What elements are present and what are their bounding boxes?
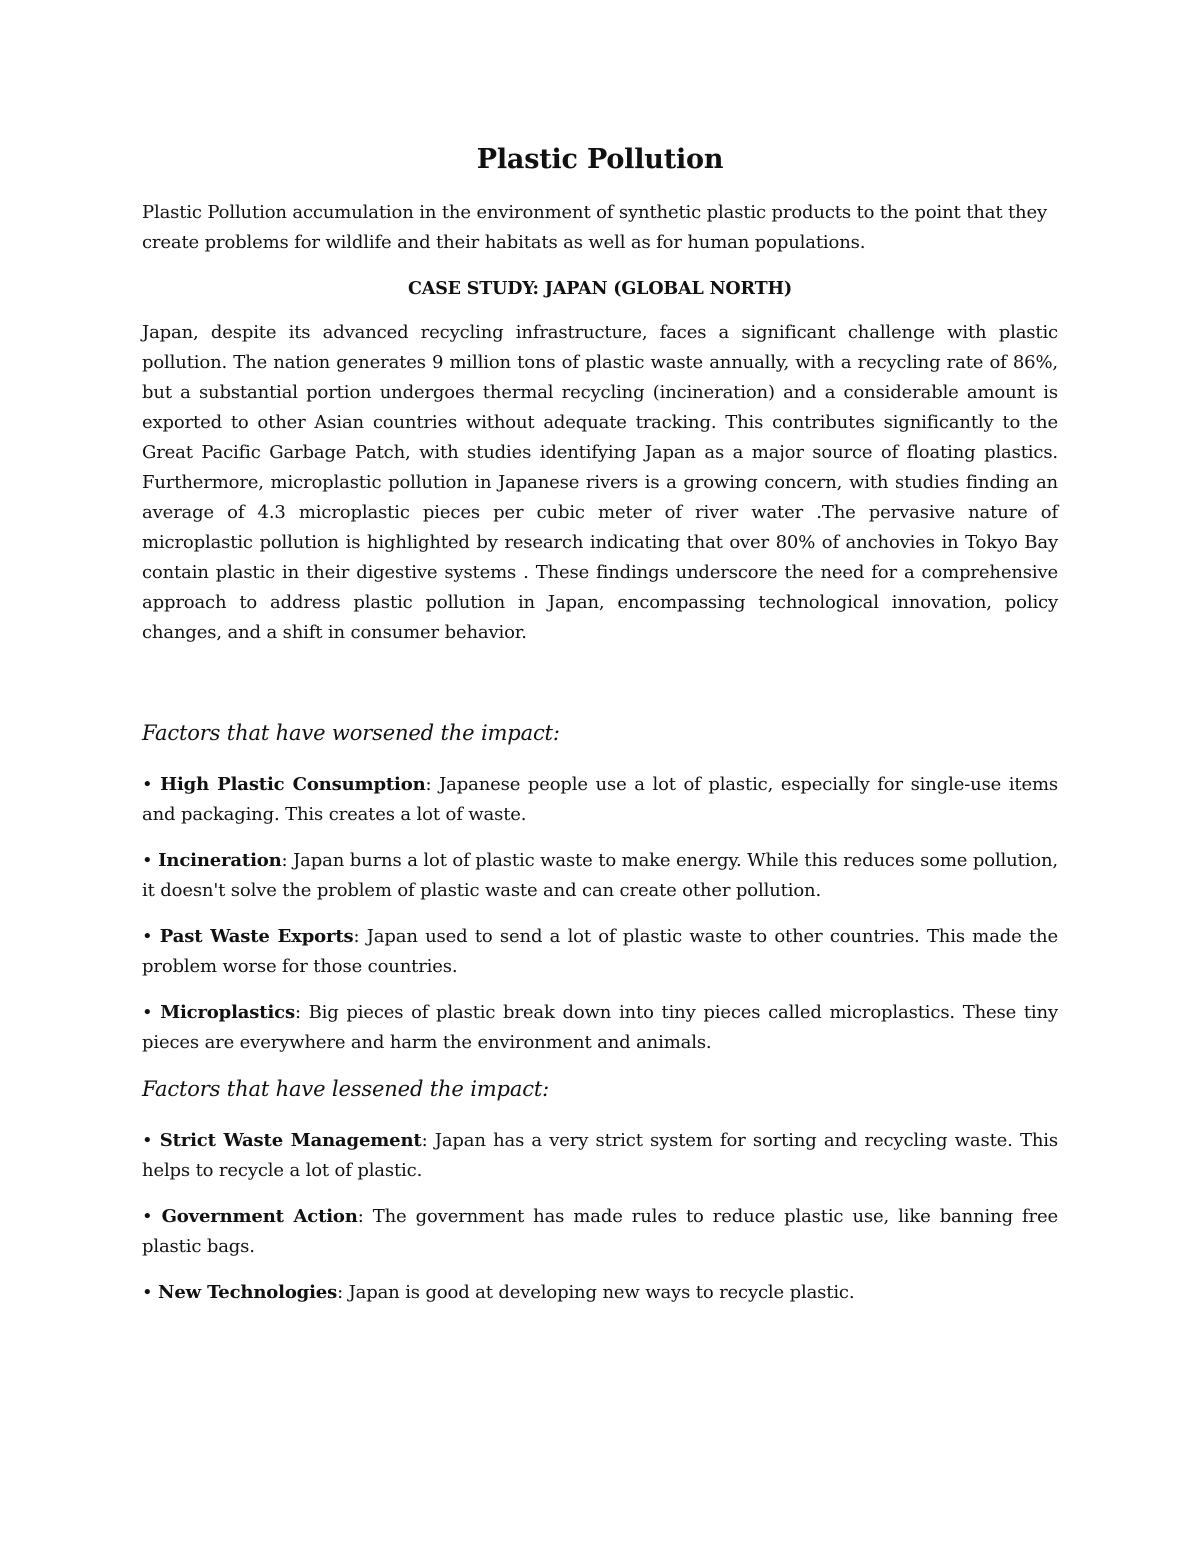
bullet-icon: • (142, 850, 153, 871)
factor-term: Microplastics (160, 1002, 295, 1023)
factor-text: : Japan has a very strict system for sorting and recycling waste. This helps to recycle a lot of plastic. (142, 1130, 1058, 1181)
factor-term: Past Waste Exports (159, 926, 354, 947)
bullet-icon: • (142, 774, 153, 795)
factor-term: Government Action (161, 1206, 358, 1227)
page-title: Plastic Pollution (476, 144, 724, 175)
lessened-item-strict-waste-management (142, 1126, 1058, 1186)
factor-text: : Japan is good at developing new ways to recycle plastic. (337, 1282, 855, 1303)
intro-paragraph: Plastic Pollution accumulation in the environment of synthetic plastic products to the point that they create problems for wildlife and their habitats as well as for human populations. (142, 202, 1048, 253)
case-study-heading: CASE STUDY: JAPAN (GLOBAL NORTH) (407, 279, 793, 299)
worsened-item-microplastics (142, 998, 1058, 1058)
factor-term: Incineration (158, 850, 282, 871)
factor-term: High Plastic Consumption (160, 774, 426, 795)
lessened-factors-heading: Factors that have lessened the impact: (142, 1077, 550, 1101)
bullet-icon: • (142, 1282, 153, 1303)
factor-term: Strict Waste Management (159, 1130, 422, 1151)
worsened-factors-heading: Factors that have worsened the impact: (142, 721, 560, 745)
factor-term: New Technologies (158, 1282, 338, 1303)
bullet-icon: • (142, 926, 153, 947)
lessened-item-new-technologies (142, 1278, 1058, 1308)
factor-text: : Big pieces of plastic break down into tiny pieces called microplastics. These tiny pieces are everywhere and harm the environment and animals. (142, 1002, 1058, 1053)
worsened-item-high-plastic-consumption (142, 770, 1058, 830)
case-study-paragraph: Japan, despite its advanced recycling infrastructure, faces a significant challenge with plastic pollution. The nation generates 9 million tons of plastic waste annually, with a recycling rate of 86%, but a substantial portion undergoes thermal recycling (incineration) and a considerable amount is exported to other Asian countries without adequate tracking. This contributes significantly to the Great Pacific Garbage Patch, with studies identifying Japan as a major source of floating plastics. Furthermore, microplastic pollution in Japanese rivers is a growing concern, with studies finding an average of 4.3 microplastic pieces per cubic meter of river water .The pervasive nature of microplastic pollution is highlighted by research indicating that over 80% of anchovies in Tokyo Bay contain plastic in their digestive systems . These findings underscore the need for a comprehensive approach to address plastic pollution in Japan, encompassing technological innovation, policy changes, and a shift in consumer behavior. (142, 322, 1058, 643)
bullet-icon: • (142, 1002, 153, 1023)
worsened-item-past-waste-exports (142, 922, 1058, 982)
bullet-icon: • (142, 1130, 153, 1151)
factor-text: : The government has made rules to reduce plastic use, like banning free plastic bags. (142, 1206, 1059, 1257)
factor-text: : Japanese people use a lot of plastic, especially for single-use items and packaging. This creates a lot of waste. (142, 774, 1059, 825)
factor-text: : Japan used to send a lot of plastic waste to other countries. This made the problem worse for those countries. (142, 926, 1059, 977)
bullet-icon: • (142, 1206, 153, 1227)
factor-text: : Japan burns a lot of plastic waste to make energy. While this reduces some pollution, it doesn't solve the problem of plastic waste and can create other pollution. (142, 850, 1058, 901)
document-content (142, 138, 1058, 1308)
worsened-item-incineration (142, 846, 1058, 906)
lessened-item-government-action (142, 1202, 1058, 1262)
